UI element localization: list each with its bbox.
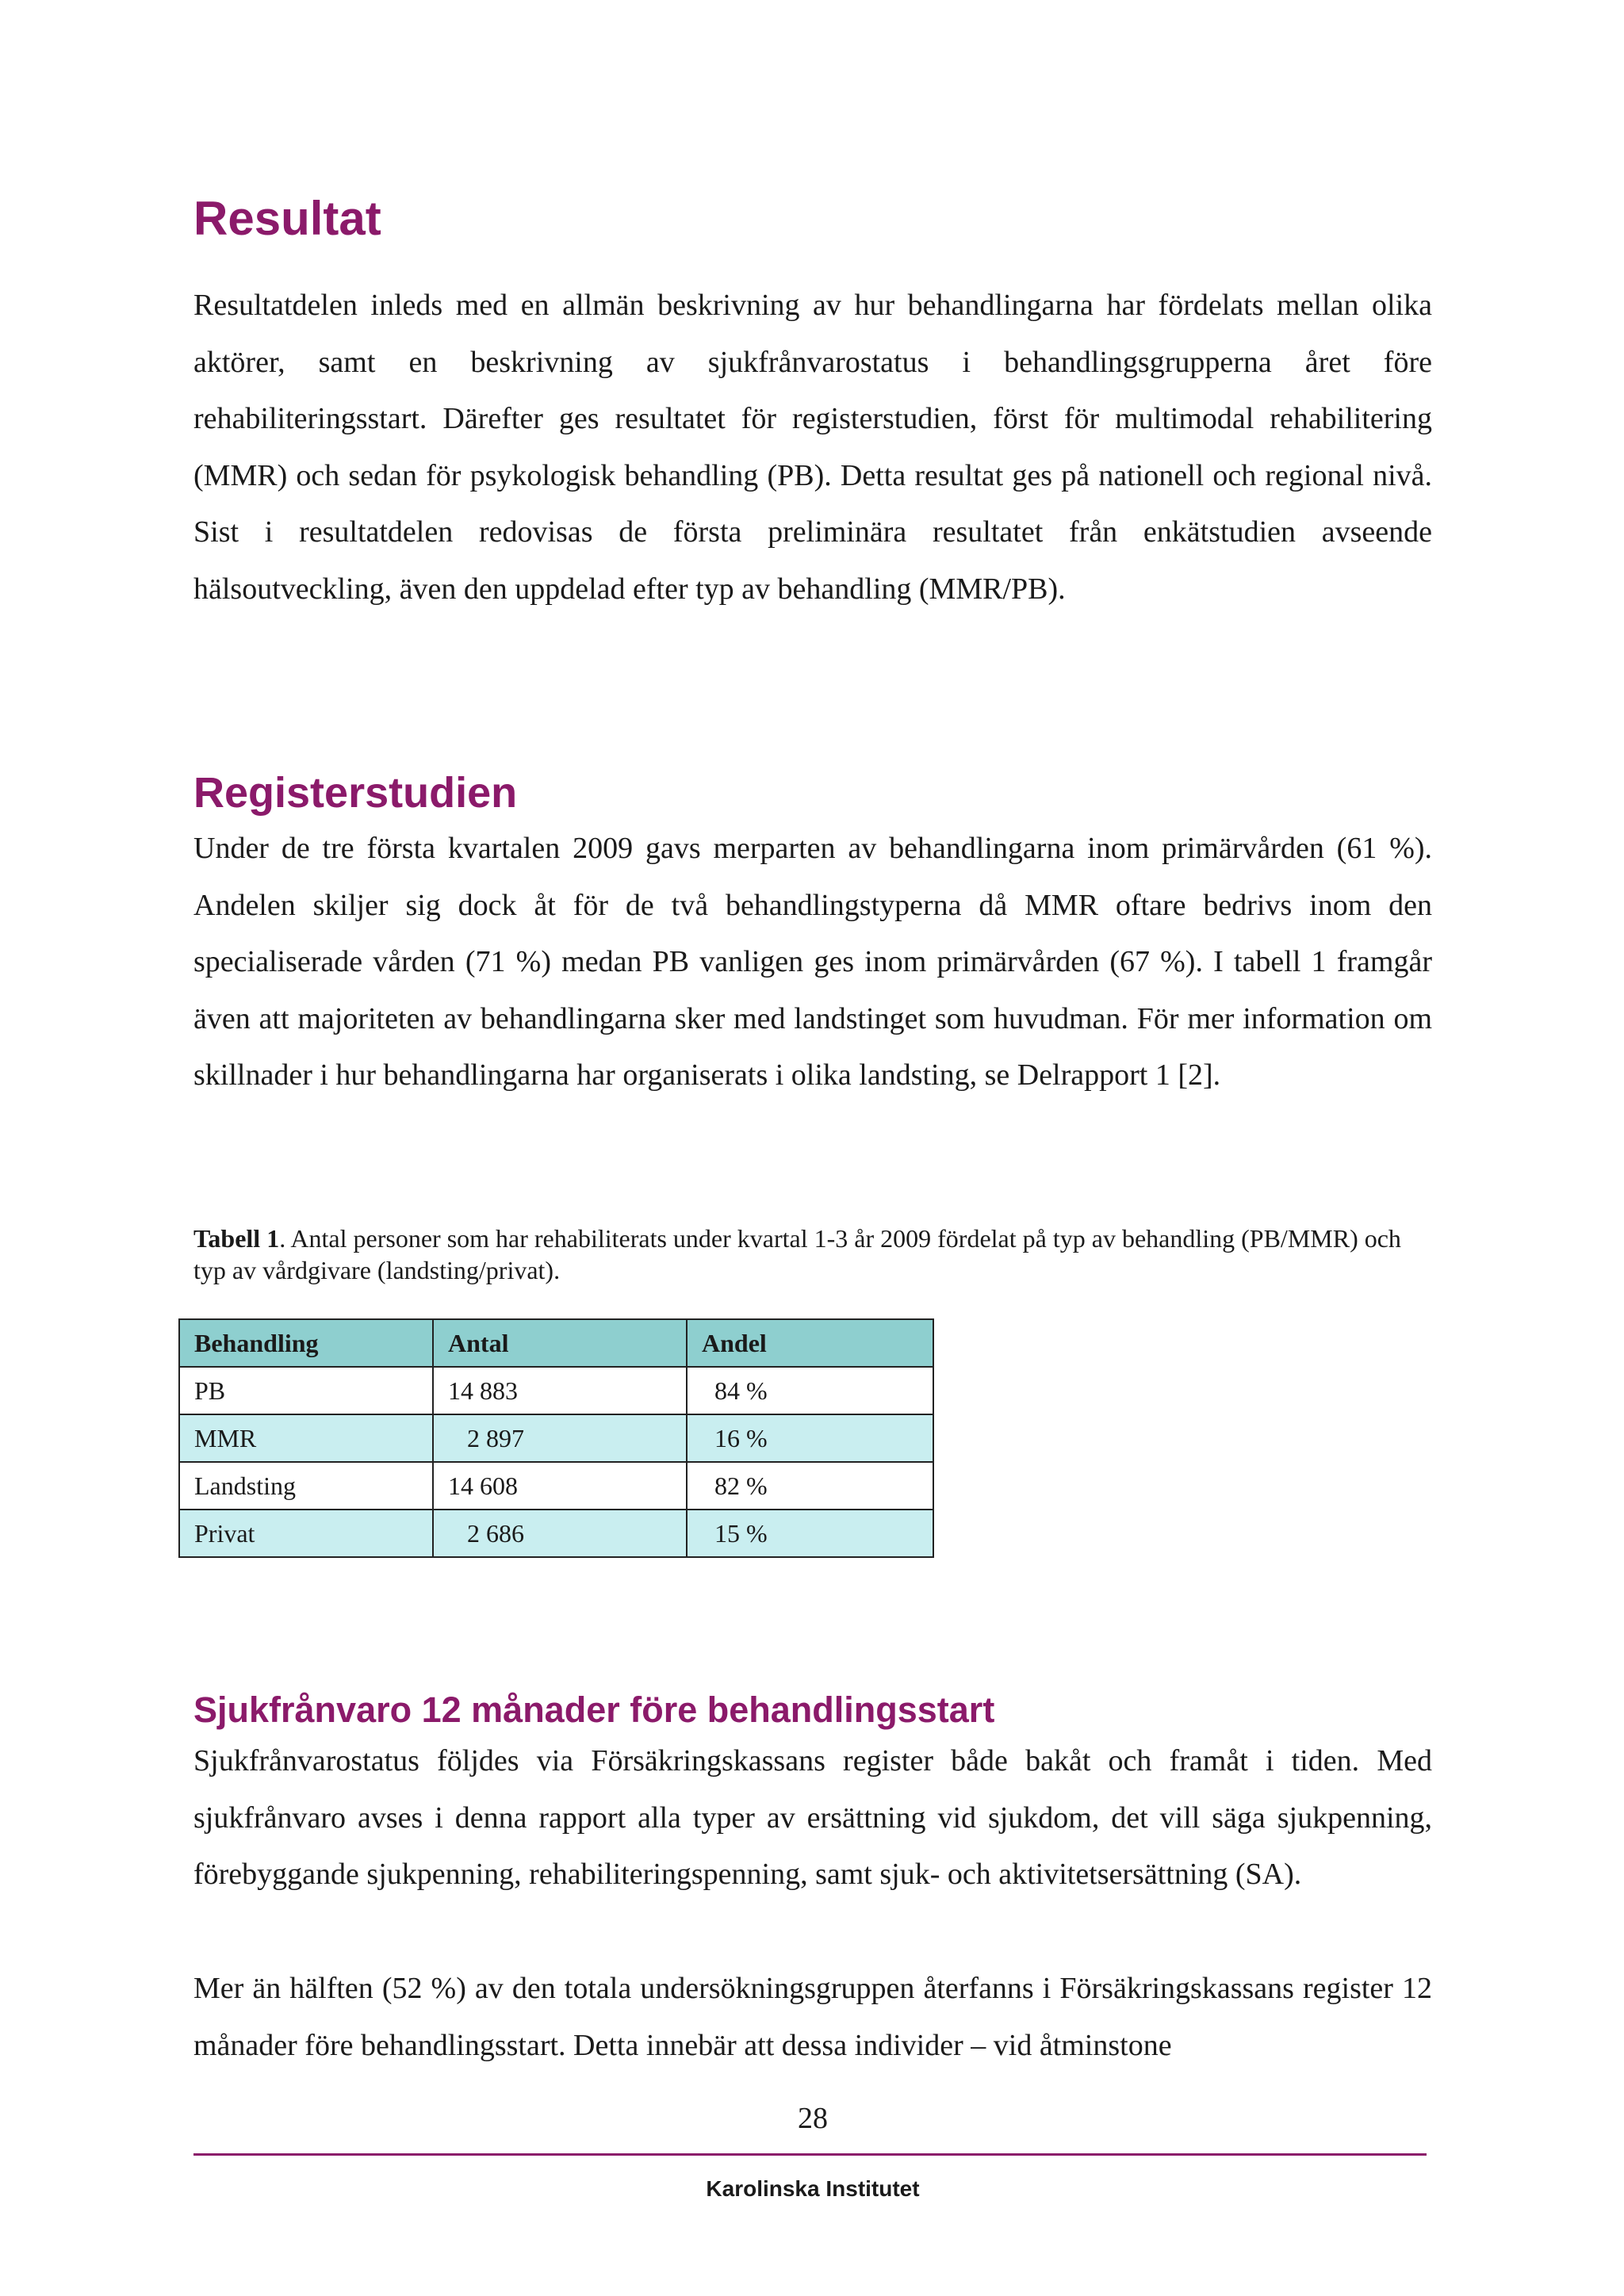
cell-antal: 14 608 [433,1462,687,1510]
cell-andel: 15 % [687,1510,933,1557]
table-row [179,1367,933,1414]
table-caption-text: . Antal personer som har rehabiliterats under kvartal 1-3 år 2009 fördelat på typ av behandling (PB/MMR) och typ av vårdgivare (landsting/privat). [193,1224,1401,1284]
footer-divider [193,2153,1427,2156]
paragraph-resultat: Resultatdelen inleds med en allmän beskrivning av hur behandlingarna har fördelats mellan olika aktörer, samt en beskrivning av sjukfrånvarostatus i behandlingsgrupperna året före rehabiliteringsstart. Därefter ges resultatet för registerstudien, först för multimodal rehabilitering (MMR) och sedan för psykologisk behandling (PB). Detta resultat ges på nationell och regional nivå. Sist i resultatdelen redovisas de första preliminära resultatet från enkätstudien avseende hälsoutveckling, även den uppdelad efter typ av behandling (MMR/PB). [193,289,1432,606]
footer-institution: Karolinska Institutet [706,2176,920,2201]
cell-andel: 84 % [687,1367,933,1414]
paragraph-registerstudien: Under de tre första kvartalen 2009 gavs merparten av behandlingarna inom primärvården (61 %). Andelen skiljer sig dock åt för de två behandlingstyperna då MMR oftare bedrivs inom den specialiserade vården (71 %) medan PB vanligen ges inom primärvården (67 %). I tabell 1 framgår även att majoriteten av behandlingarna sker med landstinget som huvudman. För mer information om skillnader i hur behandlingarna har organiserats i olika landsting, se Delrapport 1 [2]. [193,832,1432,1092]
cell-behandling: MMR [179,1414,433,1462]
heading-registerstudien: Registerstudien [193,769,518,817]
cell-behandling: Privat [179,1510,433,1557]
cell-behandling: PB [179,1367,433,1414]
header-behandling: Behandling [179,1319,433,1367]
cell-andel: 16 % [687,1414,933,1462]
cell-behandling: Landsting [179,1462,433,1510]
table-caption [193,1223,1432,1286]
table-header-row [179,1319,933,1367]
data-table [178,1318,934,1558]
heading-resultat: Resultat [193,192,381,245]
table-row [179,1462,933,1510]
header-andel: Andel [687,1319,933,1367]
page-number: 28 [798,2102,828,2135]
paragraph-sjukfranvaro-1: Sjukfrånvarostatus följdes via Försäkringskassans register både bakåt och framåt i tiden. Med sjukfrånvaro avses i denna rapport alla typer av ersättning vid sjukdom, det vill säga sjukpenning, förebyggande sjukpenning, rehabiliteringspenning, samt sjuk- och aktivitetsersättning (SA). [193,1744,1432,1891]
table-row [179,1510,933,1557]
cell-andel: 82 % [687,1462,933,1510]
cell-antal: 2 897 [433,1414,687,1462]
cell-antal: 2 686 [433,1510,687,1557]
table-row [179,1414,933,1462]
header-antal: Antal [433,1319,687,1367]
heading-sjukfranvaro: Sjukfrånvaro 12 månader före behandlingsstart [193,1689,995,1730]
cell-antal: 14 883 [433,1367,687,1414]
table-caption-label: Tabell 1 [193,1224,280,1253]
paragraph-sjukfranvaro-2: Mer än hälften (52 %) av den totala undersökningsgruppen återfanns i Försäkringskassans register 12 månader före behandlingsstart. Detta innebär att dessa individer – vid åtminstone [193,1972,1432,2062]
